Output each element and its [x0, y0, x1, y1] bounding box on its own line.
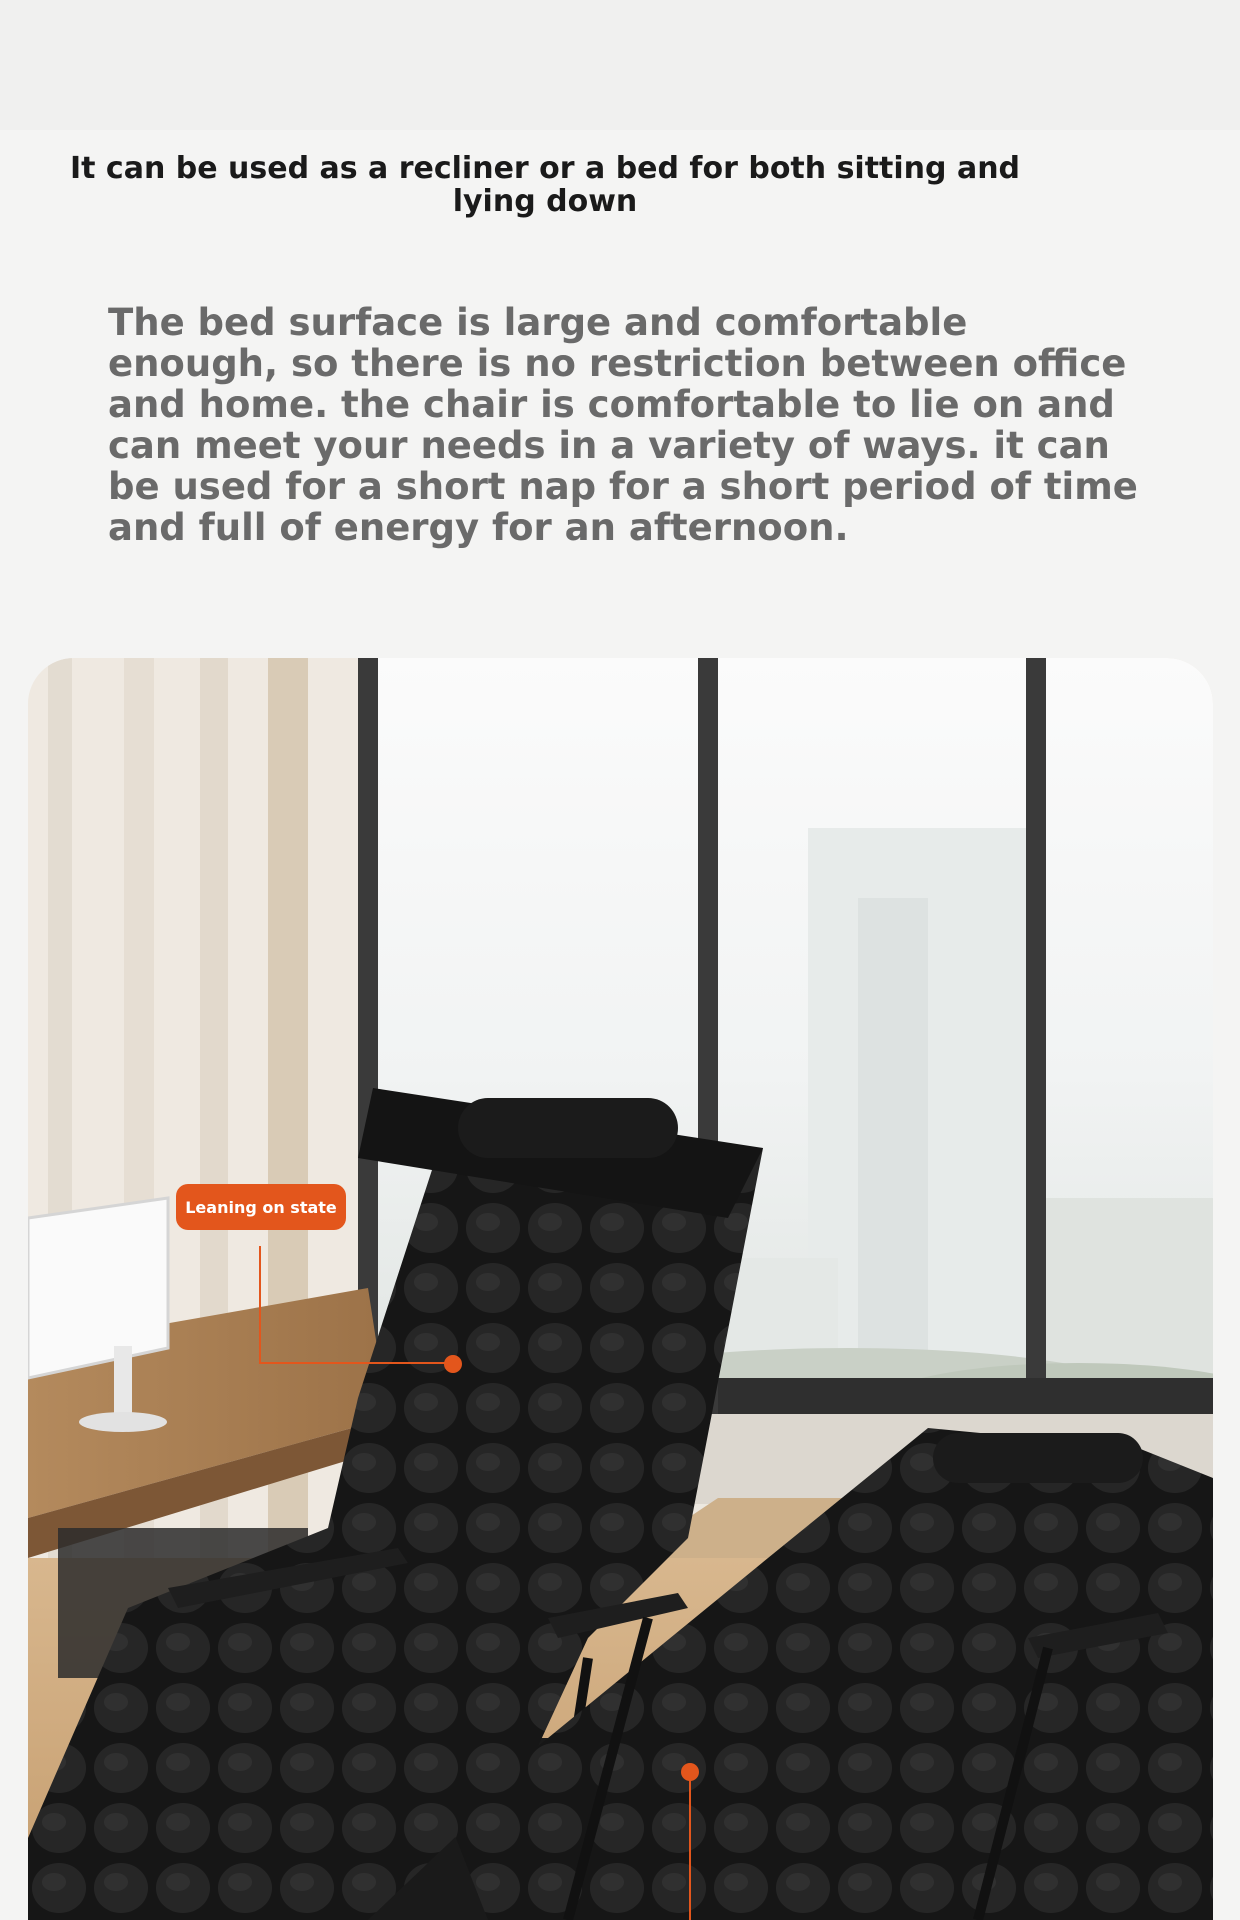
leaning-state-callout: Leaning on state [176, 1184, 346, 1230]
recliner-chairs-illustration [28, 658, 1213, 1920]
product-description: The bed surface is large and comfortable enough, so there is no restriction between office and home. the chair is comfortable to lie on and can meet your needs in a variety of ways. it can be used for a short nap for a short period of time and full of energy for an afternoon. [108, 301, 1138, 549]
headline: It can be used as a recliner or a bed for both sitting and lying down [69, 151, 1021, 219]
top-band [0, 0, 1240, 130]
product-photo [28, 658, 1213, 1920]
